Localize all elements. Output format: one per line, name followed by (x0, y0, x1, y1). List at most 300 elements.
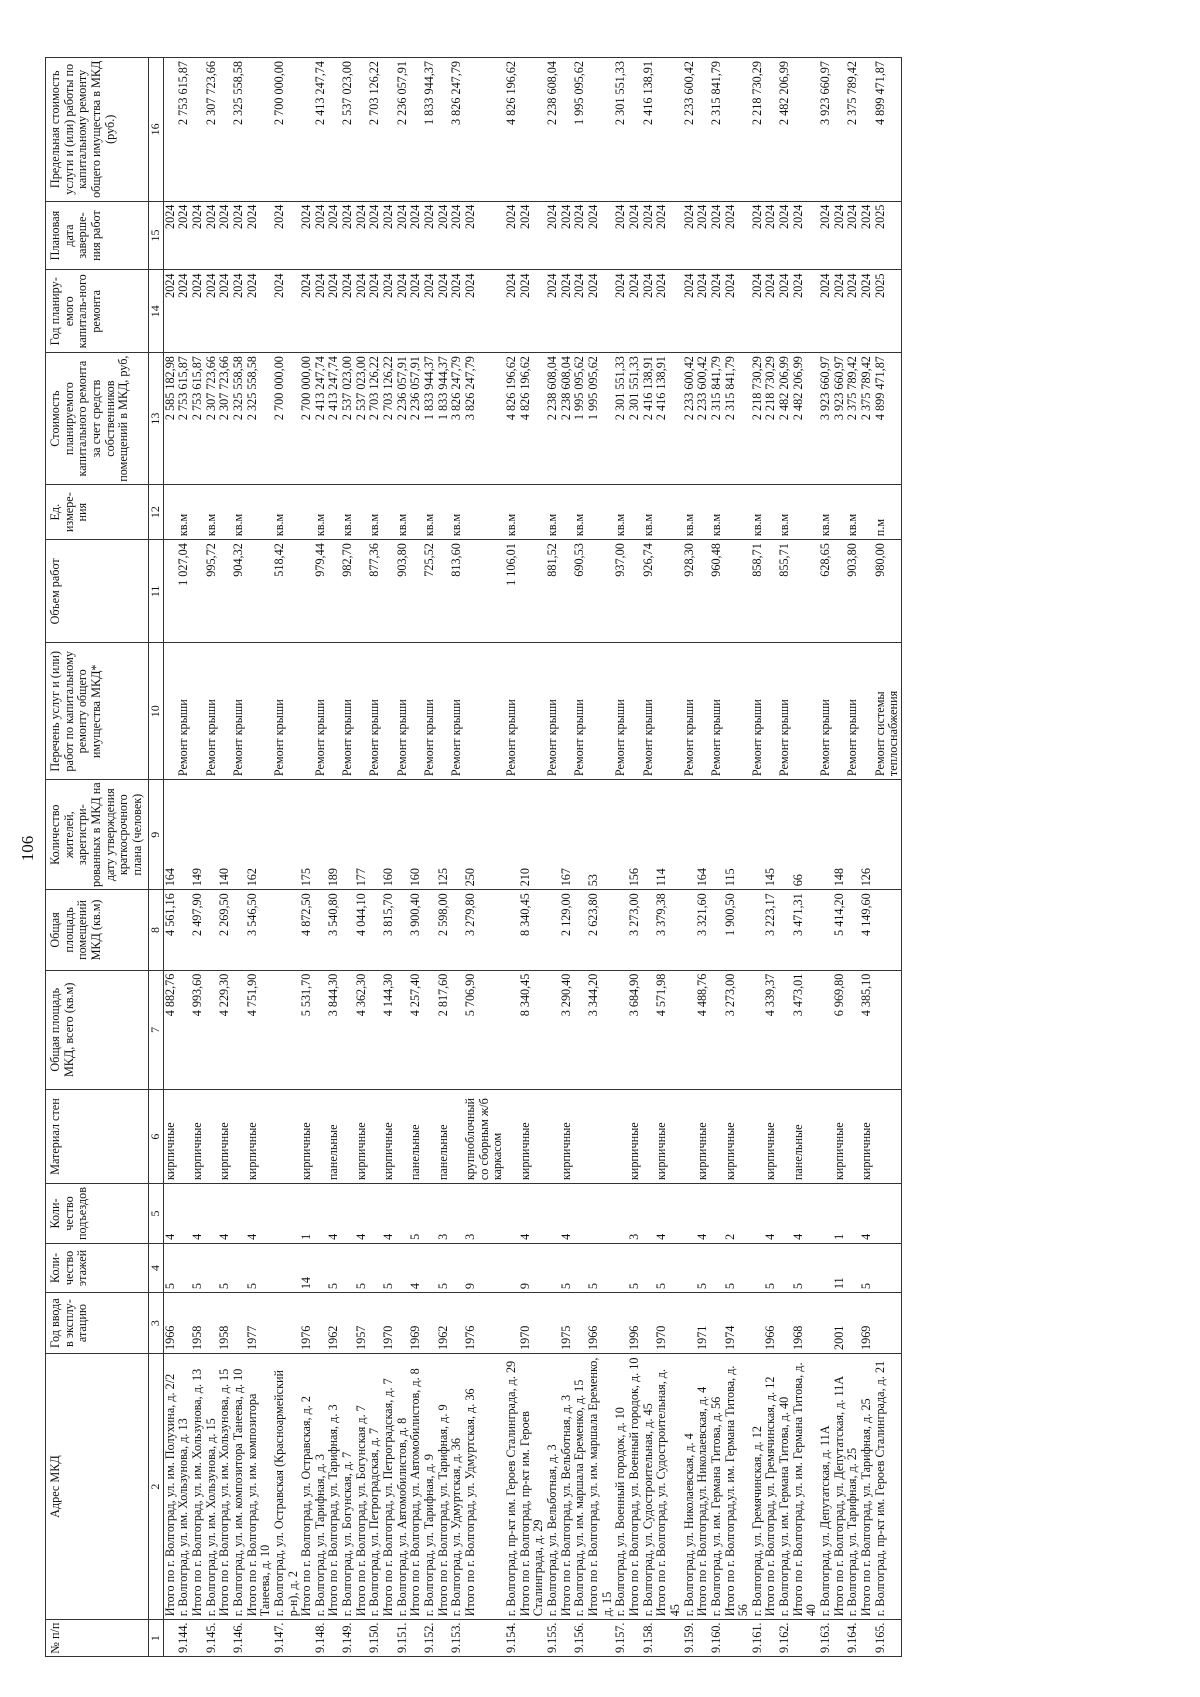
cell-c6 (710, 1090, 724, 1184)
cell-c13 (355, 353, 369, 485)
cell-value: 2024 (353, 204, 368, 229)
cell-c6: кирпичные (163, 1090, 177, 1184)
cell-c15 (355, 201, 369, 270)
cell-c9: 126 (860, 780, 874, 890)
cell-c9: 177 (355, 780, 369, 890)
column-header: № п/п (46, 1620, 149, 1657)
cell-c3 (642, 1293, 656, 1354)
cell-c10: Ремонт крыши (683, 643, 697, 780)
table-row (409, 58, 423, 1657)
cell-c14 (874, 270, 902, 353)
cell-c11 (860, 540, 874, 643)
cell-c14 (327, 270, 341, 353)
table-row (628, 58, 642, 1657)
cell-value: 2024 (708, 273, 723, 298)
cell-c10: Ремонт крыши (205, 643, 219, 780)
cell-addr: г. Волгоград, ул. Богунская, д. 7 (341, 1353, 355, 1619)
table-row (764, 58, 778, 1657)
cell-c13 (177, 353, 191, 485)
cell-c9: 148 (833, 780, 847, 890)
cell-c14 (505, 270, 519, 353)
cell-num (519, 1620, 546, 1657)
cell-c12 (655, 485, 682, 540)
cell-c7: 4 882,76 (163, 970, 177, 1089)
cell-c3 (819, 1293, 833, 1354)
cell-c7 (396, 970, 410, 1089)
cell-c16: 2 236 057,91 (396, 58, 410, 202)
cell-c3: 1971 (696, 1293, 710, 1354)
cell-c9 (846, 780, 860, 890)
cell-c9 (819, 780, 833, 890)
table-row (846, 58, 860, 1657)
cell-c6 (177, 1090, 191, 1184)
cell-c14 (314, 270, 328, 353)
cell-c13 (205, 353, 219, 485)
cell-c12: кв.м (642, 485, 656, 540)
cell-c9 (614, 780, 628, 890)
cell-c10 (246, 643, 273, 780)
cell-c9: 149 (191, 780, 205, 890)
cell-c8: 3 471,31 (792, 890, 819, 970)
cell-c11: 928,30 (683, 540, 697, 643)
cell-value: 2024 (353, 273, 368, 298)
cell-num (587, 1620, 614, 1657)
cell-c3 (423, 1293, 437, 1354)
cell-value: 2024 (217, 204, 232, 229)
cell-value: 2024 (504, 204, 518, 229)
cell-c7 (232, 970, 246, 1089)
cell-c5 (273, 1184, 300, 1244)
cell-c8 (683, 890, 697, 970)
cell-c4 (341, 1243, 355, 1292)
cell-c7: 3 344,20 (587, 970, 614, 1089)
cell-c8: 2 497,90 (191, 890, 205, 970)
cell-c9 (396, 780, 410, 890)
cell-c5 (314, 1184, 328, 1244)
cell-c16 (724, 58, 751, 202)
cell-value: 2 307 723,66 (203, 356, 218, 421)
cell-c5: 4 (163, 1184, 177, 1244)
cell-c3: 1968 (792, 1293, 819, 1354)
cell-c13 (464, 353, 505, 485)
cell-c12: кв.м (546, 485, 560, 540)
cell-c13 (724, 353, 751, 485)
cell-c7 (450, 970, 464, 1089)
cell-c10: Ремонт крыши (710, 643, 724, 780)
cell-value: 2 482 206,99 (777, 356, 792, 421)
column-header: Перечень услуг и (или) работ по капитальному ремонту общего имущества МКД* (46, 643, 149, 780)
cell-c14 (696, 270, 710, 353)
cell-num: 9.154. (505, 1620, 519, 1657)
column-number: 11 (148, 540, 163, 643)
cell-c15 (614, 201, 628, 270)
cell-c11: 903,80 (396, 540, 410, 643)
cell-c8: 4 561,16 (163, 890, 177, 970)
table-row (382, 58, 396, 1657)
cell-c15 (710, 201, 724, 270)
cell-value: 2024 (585, 204, 600, 229)
cell-c3 (546, 1293, 560, 1354)
cell-c14 (628, 270, 642, 353)
cell-c14 (614, 270, 628, 353)
cell-c16 (246, 58, 273, 202)
cell-c11: 982,70 (341, 540, 355, 643)
cell-value: 2024 (681, 273, 696, 298)
cell-c16 (792, 58, 819, 202)
cell-c7 (341, 970, 355, 1089)
cell-c11: 881,52 (546, 540, 560, 643)
cell-num: 9.162. (778, 1620, 792, 1657)
cell-c13 (519, 353, 546, 485)
cell-c3: 1957 (355, 1293, 369, 1354)
cell-c5: 3 (464, 1184, 505, 1244)
cell-c15 (327, 201, 341, 270)
cell-value: 2024 (435, 204, 450, 229)
cell-c5: 1 (300, 1184, 314, 1244)
cell-c13 (163, 353, 177, 485)
cell-value: 4 899 471,87 (872, 356, 887, 421)
cell-c7 (778, 970, 792, 1089)
cell-c3: 1969 (409, 1293, 423, 1354)
cell-c15 (396, 201, 410, 270)
cell-c13 (450, 353, 464, 485)
cell-value: 2024 (818, 204, 833, 229)
cell-value: 2 375 789,42 (859, 356, 874, 421)
cell-c16 (628, 58, 642, 202)
cell-c8: 2 623,80 (587, 890, 614, 970)
cell-c14 (710, 270, 724, 353)
cell-value: 2024 (230, 273, 245, 298)
cell-num: 9.146. (232, 1620, 246, 1657)
cell-value: 2 233 600,42 (681, 356, 696, 421)
cell-c11: 1 106,01 (505, 540, 519, 643)
cell-c4: 5 (382, 1243, 396, 1292)
cell-c9: 66 (792, 780, 819, 890)
table-row (751, 58, 765, 1657)
cell-value: 1 995 095,62 (585, 356, 600, 421)
cell-value: 2 325 558,58 (244, 356, 259, 421)
cell-addr: г. Волгоград, пр-кт им. Героев Сталинграда, д. 29 (505, 1353, 519, 1619)
cell-c10 (409, 643, 423, 780)
cell-c9: 115 (724, 780, 751, 890)
cell-value: 2024 (558, 204, 573, 229)
column-number: 8 (148, 890, 163, 970)
cell-c12 (409, 485, 423, 540)
cell-value: 2024 (367, 204, 382, 229)
cell-c5: 4 (860, 1184, 874, 1244)
cell-c16 (163, 58, 177, 202)
cell-num: 9.160. (710, 1620, 724, 1657)
cell-value: 2 482 206,99 (790, 356, 805, 421)
cell-c9 (273, 780, 300, 890)
cell-c3 (205, 1293, 219, 1354)
cell-value: 2024 (695, 273, 710, 298)
cell-value: 2 537 023,00 (340, 356, 355, 421)
cell-c12: кв.м (778, 485, 792, 540)
cell-c6 (573, 1090, 587, 1184)
cell-c10: Ремонт крыши (396, 643, 410, 780)
cell-c12: кв.м (341, 485, 355, 540)
cell-addr: г. Волгоград, ул. Удмуртская, д. 36 (450, 1353, 464, 1619)
cell-c9 (314, 780, 328, 890)
cell-c15 (860, 201, 874, 270)
cell-num (246, 1620, 273, 1657)
cell-value: 2024 (749, 204, 764, 229)
cell-value: 2024 (203, 204, 218, 229)
cell-value: 2024 (517, 273, 532, 298)
column-header: Материал стен (46, 1090, 149, 1184)
cell-value: 2024 (299, 273, 314, 298)
cell-c16: 3 923 660,97 (819, 58, 833, 202)
cell-c10: Ремонт крыши (505, 643, 519, 780)
cell-c6: кирпичные (655, 1090, 682, 1184)
cell-num (560, 1620, 574, 1657)
cell-addr: Итого по г. Волгоград, ул. Богунская д. 7 (355, 1353, 369, 1619)
cell-c4 (205, 1243, 219, 1292)
cell-value: 2025 (872, 273, 887, 298)
cell-c10 (519, 643, 546, 780)
cell-c8 (778, 890, 792, 970)
cell-addr: Итого по г. Волгоград, ул. Тарифная, д. 25 (860, 1353, 874, 1619)
cell-c7 (205, 970, 219, 1089)
cell-c9 (874, 780, 902, 890)
cell-value: 2024 (312, 273, 327, 298)
cell-c5: 5 (409, 1184, 423, 1244)
cell-c7 (874, 970, 902, 1089)
cell-c14 (300, 270, 314, 353)
cell-num (860, 1620, 874, 1657)
cell-c11: 855,71 (778, 540, 792, 643)
cell-c6 (642, 1090, 656, 1184)
cell-c16 (519, 58, 546, 202)
cell-value: 4 826 196,62 (517, 356, 532, 421)
cell-value: 2024 (558, 273, 573, 298)
cell-c13 (546, 353, 560, 485)
cell-c13 (587, 353, 614, 485)
cell-c11 (519, 540, 546, 643)
cell-value: 2024 (517, 204, 532, 229)
cell-c15 (273, 201, 300, 270)
cell-c15 (437, 201, 451, 270)
cell-c13 (846, 353, 860, 485)
cell-c10: Ремонт крыши (177, 643, 191, 780)
cell-c15 (778, 201, 792, 270)
cell-c13 (778, 353, 792, 485)
cell-c7: 4 751,90 (246, 970, 273, 1089)
column-header: Год ввода в эксплу-атацию (46, 1293, 149, 1354)
cell-c15 (505, 201, 519, 270)
cell-c8 (177, 890, 191, 970)
cell-c9: 210 (519, 780, 546, 890)
cell-c4 (232, 1243, 246, 1292)
cell-c13 (505, 353, 519, 485)
cell-c6 (587, 1090, 614, 1184)
cell-c8 (273, 890, 300, 970)
cell-c8 (573, 890, 587, 970)
cell-num: 9.156. (573, 1620, 587, 1657)
cell-addr: Итого по г. Волгоград, ул. им. Полухина, д. 2/2 (163, 1353, 177, 1619)
cell-c7 (573, 970, 587, 1089)
cell-value: 2024 (408, 204, 423, 229)
cell-c4: 5 (764, 1243, 778, 1292)
cell-c5 (614, 1184, 628, 1244)
cell-c6: кирпичные (382, 1090, 396, 1184)
cell-value: 2024 (722, 204, 737, 229)
cell-c14 (163, 270, 177, 353)
cell-c6 (819, 1090, 833, 1184)
cell-c6 (614, 1090, 628, 1184)
cell-addr: Итого по г. Волгоград, ул. Судостроительная, д. 45 (655, 1353, 682, 1619)
cell-c12: п.м (874, 485, 902, 540)
cell-value: 2024 (640, 204, 655, 229)
table-row (218, 58, 232, 1657)
cell-c8: 3 379,38 (655, 890, 682, 970)
column-number: 10 (148, 643, 163, 780)
table-row (177, 58, 191, 1657)
cell-c3 (314, 1293, 328, 1354)
cell-value: 2024 (162, 204, 177, 229)
cell-c9: 53 (587, 780, 614, 890)
cell-c3 (751, 1293, 765, 1354)
cell-c11: 877,36 (368, 540, 382, 643)
cell-c14 (764, 270, 778, 353)
cell-c9 (505, 780, 519, 890)
cell-value: 2024 (381, 273, 396, 298)
cell-c15 (560, 201, 574, 270)
cell-c9 (450, 780, 464, 890)
cell-c10 (382, 643, 396, 780)
cell-c12 (191, 485, 205, 540)
cell-c12: кв.м (177, 485, 191, 540)
cell-c4: 11 (833, 1243, 847, 1292)
cell-c15 (642, 201, 656, 270)
cell-c6: панельные (409, 1090, 423, 1184)
cell-c13 (327, 353, 341, 485)
cell-c9: 140 (218, 780, 232, 890)
cell-c3 (450, 1293, 464, 1354)
cell-c7 (751, 970, 765, 1089)
cell-c12: кв.м (368, 485, 382, 540)
cell-value: 2024 (831, 204, 846, 229)
cell-c8 (751, 890, 765, 970)
cell-c5 (505, 1184, 519, 1244)
cell-c11 (764, 540, 778, 643)
cell-c16: 2 325 558,58 (232, 58, 246, 202)
column-header: Год планиру-емого капиталь-ного ремонта (46, 270, 149, 353)
cell-c16: 2 233 600,42 (683, 58, 697, 202)
column-number: 13 (148, 353, 163, 485)
cell-c4: 4 (409, 1243, 423, 1292)
cell-c11: 813,60 (450, 540, 464, 643)
table-row (560, 58, 574, 1657)
column-number: 16 (148, 58, 163, 202)
cell-c9 (683, 780, 697, 890)
cell-c6 (874, 1090, 902, 1184)
cell-c10: Ремонт крыши (614, 643, 628, 780)
cell-c6 (341, 1090, 355, 1184)
cell-c8: 2 598,00 (437, 890, 451, 970)
column-number: 12 (148, 485, 163, 540)
cell-c16: 2 753 615,87 (177, 58, 191, 202)
cell-c16: 2 700 000,00 (273, 58, 300, 202)
cell-addr: г. Волгоград, ул. Тарифная, д. 25 (846, 1353, 860, 1619)
cell-c6 (505, 1090, 519, 1184)
cell-c11 (587, 540, 614, 643)
cell-addr: г. Волгоград, ул. Военный городок, д. 10 (614, 1353, 628, 1619)
cell-c13 (560, 353, 574, 485)
cell-c10: Ремонт крыши (232, 643, 246, 780)
cell-c6: кирпичные (696, 1090, 710, 1184)
cell-c4 (314, 1243, 328, 1292)
table-row (792, 58, 819, 1657)
cell-num (792, 1620, 819, 1657)
cell-value: 2 703 126,22 (381, 356, 396, 421)
cell-c8: 3 273,00 (628, 890, 642, 970)
cell-value: 2 238 608,04 (558, 356, 573, 421)
cell-c14 (409, 270, 423, 353)
cell-c13 (300, 353, 314, 485)
cell-c15 (519, 201, 546, 270)
cell-value: 2 218 730,29 (763, 356, 778, 421)
cell-value: 2 375 789,42 (845, 356, 860, 421)
cell-c14 (464, 270, 505, 353)
table-row (819, 58, 833, 1657)
cell-c7: 3 473,01 (792, 970, 819, 1089)
cell-value: 2024 (613, 204, 628, 229)
cell-c7: 5 706,90 (464, 970, 505, 1089)
cell-c6: кирпичные (860, 1090, 874, 1184)
cell-c8: 3 321,60 (696, 890, 710, 970)
column-number-row (148, 58, 163, 1657)
cell-c15 (232, 201, 246, 270)
cell-num: 9.165. (874, 1620, 902, 1657)
table-row (327, 58, 341, 1657)
cell-c14 (587, 270, 614, 353)
cell-value: 2 301 551,33 (613, 356, 628, 421)
table-row (683, 58, 697, 1657)
cell-c3: 1977 (246, 1293, 273, 1354)
cell-num (382, 1620, 396, 1657)
cell-value: 2024 (544, 273, 559, 298)
cell-c11: 980,00 (874, 540, 902, 643)
cell-c11 (191, 540, 205, 643)
cell-c3: 1970 (519, 1293, 546, 1354)
cell-c11: 628,65 (819, 540, 833, 643)
cell-c10 (437, 643, 451, 780)
cell-c5 (396, 1184, 410, 1244)
cell-c6 (368, 1090, 382, 1184)
cell-c4: 9 (519, 1243, 546, 1292)
cell-c14 (273, 270, 300, 353)
cell-value: 2024 (818, 273, 833, 298)
cell-value: 2024 (626, 204, 641, 229)
cell-c3 (683, 1293, 697, 1354)
cell-c11: 926,74 (642, 540, 656, 643)
cell-c13 (368, 353, 382, 485)
cell-c7 (846, 970, 860, 1089)
cell-c14 (819, 270, 833, 353)
table-row (655, 58, 682, 1657)
cell-c6: крупноблочный со сборным ж/б каркасом (464, 1090, 505, 1184)
cell-addr: Итого по г. Волгоград, ул. Удмуртская, д. 36 (464, 1353, 505, 1619)
cell-c4 (778, 1243, 792, 1292)
cell-addr: Итого по г. Волгоград, ул. им. Хользунова, д. 13 (191, 1353, 205, 1619)
table-row (710, 58, 724, 1657)
table-row (205, 58, 219, 1657)
cell-c13 (396, 353, 410, 485)
cell-c14 (683, 270, 697, 353)
cell-c3: 1958 (191, 1293, 205, 1354)
